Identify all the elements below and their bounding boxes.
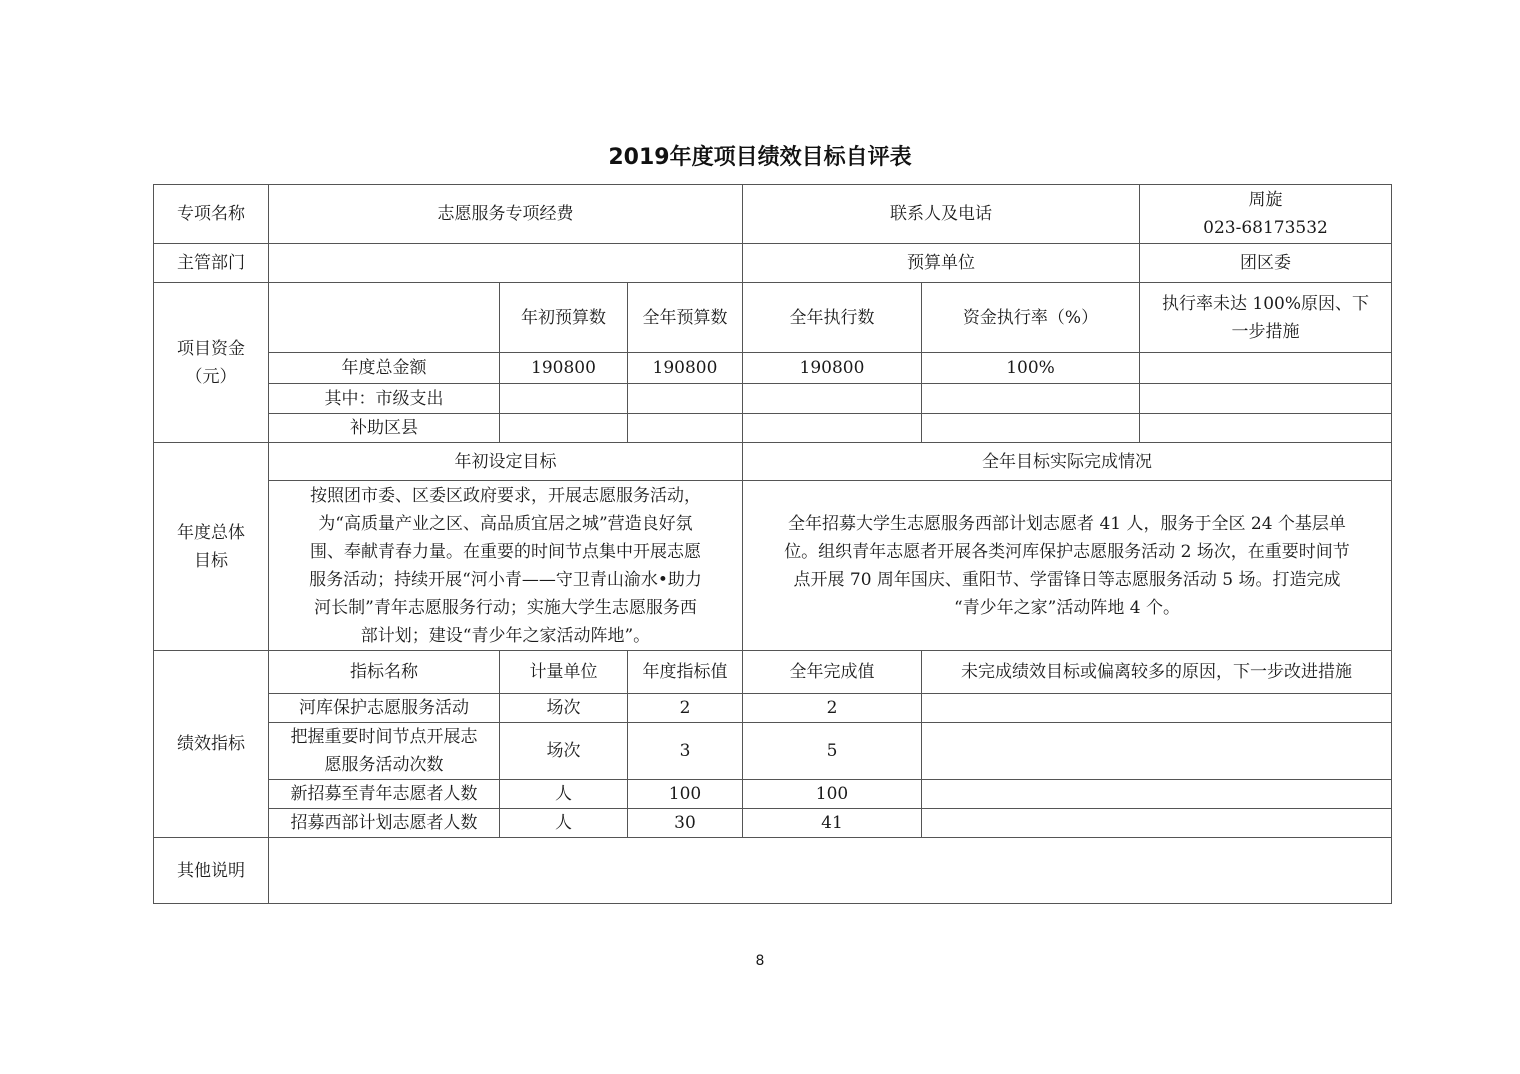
goals-header-row: [154, 443, 1392, 481]
funds-label: [154, 283, 269, 443]
other-notes-label: 其他说明: [154, 838, 269, 904]
funds-row-annual: [628, 384, 743, 414]
indicator-name-line2: 愿服务活动次数: [324, 755, 444, 775]
indicator-unit: 人: [500, 809, 628, 838]
project-name-value: 志愿服务专项经费: [269, 185, 743, 244]
funds-col-reason: [1140, 283, 1392, 353]
indicator-row: [154, 694, 1392, 723]
funds-row-reason: [1140, 414, 1392, 443]
contact-phone: 023-68173532: [1203, 218, 1328, 238]
indicator-actual: 41: [743, 809, 922, 838]
text-line: 河长制”青年志愿服务行动；实施大学生志愿服务西: [314, 597, 697, 618]
indicator-unit: 场次: [500, 723, 628, 780]
indicator-name-line1: 招募西部计划志愿者人数: [290, 813, 478, 833]
dept-value: [269, 244, 743, 283]
text-line: “青少年之家”活动阵地 4 个。: [953, 597, 1180, 618]
indicator-reason: [922, 723, 1392, 780]
indicator-unit: 人: [500, 780, 628, 809]
goals-initial-text: [269, 481, 743, 651]
funds-reason-line1: 执行率未达 100%原因、下: [1161, 293, 1369, 314]
indicators-col-unit: 计量单位: [500, 651, 628, 694]
funds-col-initial: 年初预算数: [500, 283, 628, 353]
indicator-name-line1: 把握重要时间节点开展志: [290, 727, 478, 747]
indicator-reason: [922, 780, 1392, 809]
indicator-name: [269, 780, 500, 809]
text-line: 为“高质量产业之区、高品质宜居之城”营造良好氛: [318, 513, 693, 534]
funds-col-executed: 全年执行数: [743, 283, 922, 353]
text-line: 位。组织青年志愿者开展各类河库保护志愿服务活动 2 场次，在重要时间节: [784, 541, 1350, 562]
indicator-name: [269, 723, 500, 780]
funds-label-line1: 项目资金: [177, 338, 245, 359]
other-notes-row: [154, 838, 1392, 904]
dept-label: 主管部门: [154, 244, 269, 283]
funds-row: [154, 353, 1392, 384]
funds-col-rate: 资金执行率（%）: [922, 283, 1140, 353]
indicator-target: 100: [628, 780, 743, 809]
funds-row-label: 其中：市级支出: [269, 384, 500, 414]
goals-actual-text: [743, 481, 1392, 651]
indicator-row: [154, 780, 1392, 809]
budget-unit-label: 预算单位: [743, 244, 1140, 283]
indicator-actual: 2: [743, 694, 922, 723]
indicator-target: 30: [628, 809, 743, 838]
indicator-name: [269, 694, 500, 723]
funds-blank-header: [269, 283, 500, 353]
funds-row: [154, 414, 1392, 443]
funds-row-rate: 100%: [922, 353, 1140, 384]
funds-row-reason: [1140, 384, 1392, 414]
funds-row-annual: 190800: [628, 353, 743, 384]
contact-name: 周旋: [1248, 190, 1283, 210]
indicator-target: 2: [628, 694, 743, 723]
indicators-col-actual: 全年完成值: [743, 651, 922, 694]
indicator-row: [154, 809, 1392, 838]
indicators-label: 绩效指标: [154, 651, 269, 838]
goals-content-row: [154, 481, 1392, 651]
contact-value: [1140, 185, 1392, 244]
funds-row-initial: 190800: [500, 353, 628, 384]
funds-row-executed: 190800: [743, 353, 922, 384]
text-line: 服务活动；持续开展“河小青——守卫青山渝水•助力: [309, 569, 702, 590]
indicator-reason: [922, 809, 1392, 838]
funds-row-initial: [500, 384, 628, 414]
indicator-name-line1: 新招募至青年志愿者人数: [290, 784, 478, 804]
project-name-row: [154, 185, 1392, 244]
budget-unit-value: 团区委: [1140, 244, 1392, 283]
funds-col-annual: 全年预算数: [628, 283, 743, 353]
funds-row-rate: [922, 414, 1140, 443]
goals-actual-header: 全年目标实际完成情况: [743, 443, 1392, 481]
funds-row-initial: [500, 414, 628, 443]
funds-row: [154, 384, 1392, 414]
form-title: 2019年度项目绩效目标自评表: [608, 145, 912, 170]
indicators-col-target: 年度指标值: [628, 651, 743, 694]
goals-initial-header: 年初设定目标: [269, 443, 743, 481]
funds-row-executed: [743, 414, 922, 443]
indicator-actual: 100: [743, 780, 922, 809]
project-name-label: 专项名称: [154, 185, 269, 244]
text-line: 点开展 70 周年国庆、重阳节、学雷锋日等志愿服务活动 5 场。打造完成: [793, 569, 1341, 590]
indicator-name-line1: 河库保护志愿服务活动: [299, 698, 469, 718]
text-line: 围、奉献青春力量。在重要的时间节点集中开展志愿: [310, 541, 701, 562]
funds-row-rate: [922, 384, 1140, 414]
indicator-actual: 5: [743, 723, 922, 780]
indicator-name: [269, 809, 500, 838]
funds-row-label: 补助区县: [269, 414, 500, 443]
goals-label-line2: 目标: [194, 550, 228, 571]
other-notes-value: [269, 838, 1392, 904]
goals-label-line1: 年度总体: [177, 522, 245, 543]
page-number: 8: [755, 953, 765, 969]
text-line: 按照团市委、区委区政府要求，开展志愿服务活动，: [310, 485, 701, 506]
funds-row-reason: [1140, 353, 1392, 384]
indicator-unit: 场次: [500, 694, 628, 723]
text-line: 部计划；建设“青少年之家活动阵地”。: [360, 625, 651, 646]
indicators-header-row: [154, 651, 1392, 694]
indicators-col-name: 指标名称: [269, 651, 500, 694]
funds-row-annual: [628, 414, 743, 443]
text-line: 全年招募大学生志愿服务西部计划志愿者 41 人，服务于全区 24 个基层单: [788, 513, 1346, 534]
funds-label-line2: （元）: [185, 366, 237, 387]
department-row: [154, 244, 1392, 283]
funds-row-executed: [743, 384, 922, 414]
goals-label: [154, 443, 269, 651]
indicator-reason: [922, 694, 1392, 723]
indicator-row: [154, 723, 1392, 780]
funds-row-label: 年度总金额: [269, 353, 500, 384]
funds-reason-line2: 一步措施: [1231, 321, 1300, 342]
evaluation-table: [153, 184, 1392, 904]
indicators-col-reason: 未完成绩效目标或偏离较多的原因，下一步改进措施: [922, 651, 1392, 694]
indicator-target: 3: [628, 723, 743, 780]
contact-label: 联系人及电话: [743, 185, 1140, 244]
funds-header-row: [154, 283, 1392, 353]
